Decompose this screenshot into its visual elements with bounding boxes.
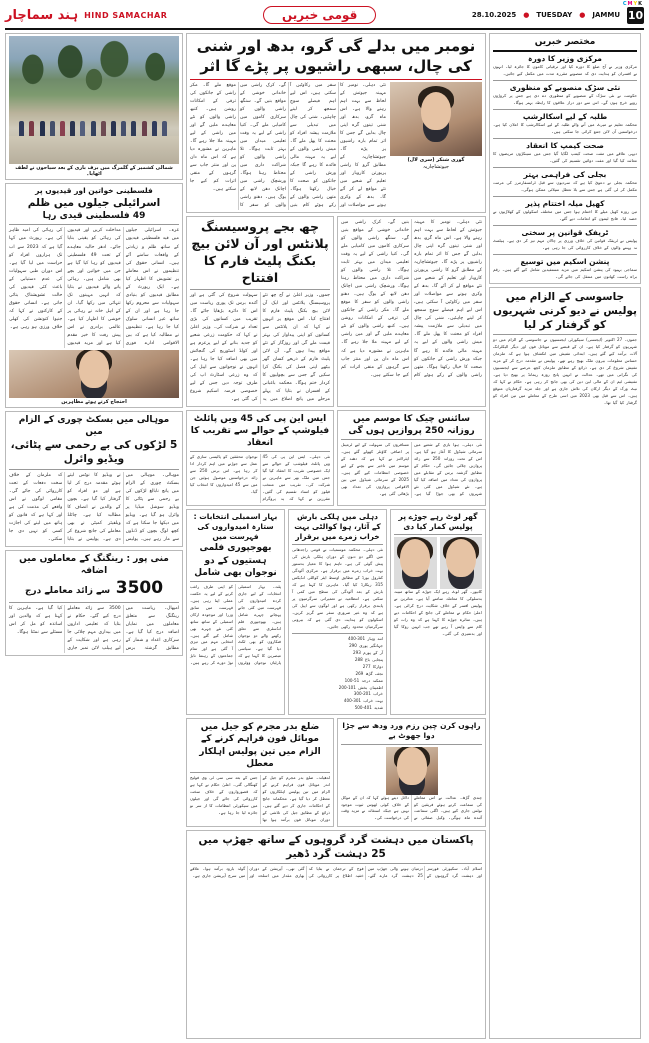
astrologer-name: گوری شنکر (سری لال) <box>407 156 465 163</box>
protest-photo <box>9 350 179 398</box>
divider <box>493 138 637 139</box>
divider <box>190 863 482 864</box>
aqi-row: انند وہار 301-400 <box>347 635 383 641</box>
divider <box>9 224 179 225</box>
story-delhi-rain <box>288 509 387 715</box>
brief-item <box>493 199 637 223</box>
brief-item <box>493 141 637 165</box>
column-right <box>489 33 641 1039</box>
divider <box>341 744 482 745</box>
divider <box>493 196 637 197</box>
face-shape <box>79 350 109 388</box>
brief-body: مرکزی وزیر نے آج ضلع کا دورہ کیا اور ترقیاتی کاموں کا جائزہ لیا۔ انہوں نے افسران کو ہدایت دی کہ منصوبے مقررہ مدت میں مکمل کیے جائیں۔ <box>493 63 637 76</box>
masthead <box>5 1 644 30</box>
aqi-row: ممکنہ درجہ 51-100 <box>344 677 383 683</box>
divider-red <box>190 79 482 80</box>
story-body: چندی گڑھ۔ عدالت نے اس معاملے کی سماعت کرتے ہوئے فریقین کو نوٹس جاری کیے ہیں۔ اگلی سماعت آئندہ ماہ ہوگی۔ وکیل صفائی نے دلائل دیتے ہوئے کہا کہ ان کے موکل کے خلاف کوئی ٹھوس ثبوت موجود نہیں ہے جبکہ استغاثہ نے مزید وقت کی درخواست کی۔ <box>341 794 482 821</box>
brief-item <box>493 83 637 107</box>
story-headline: ضلع بدر مجرم کو جیل میں موبائل فون فراہم کرنے کے الزام میں تین پولیس اہلکار معطل <box>199 722 321 769</box>
divider <box>292 544 383 545</box>
brief-body: پولیس نے ٹریفک قوانین کی خلاف ورزی پر چالان مہم تیز کر دی ہے۔ ہیلمٹ نہ پہننے والوں کے خلاف کارروائی کی جا رہی ہے۔ <box>493 237 637 250</box>
story-body-continued: نئی دہلی۔ نومبر کا مہینہ جیوتش کے لحاظ سے بہت اہم رہنے والا ہے۔ اس ماہ گرو، بدھ اور شنی تینوں گرہ اپنی چال بدلیں گے جس کا اثر تمام بارہ راشیوں پر پڑے گا۔ جیوتشاچاریہ کے مطابق گرو کا راشی پریورتن کاروبار اور تعلیم کے شعبے میں نئے مواقع لے کر آئے گا۔ بدھ کے وکری ہونے سے مواصلات اور سفر میں رکاوٹیں آ سکتی ہیں، اس لیے اہم فیصلے سوچ سمجھ کر لینے چاہئیں۔ شنی کی چال میں تبدیلی سے ملازمت پیشہ افراد کو محنت کا پھل ملے گا۔ میش راشی والوں کے لیے یہ مہینہ مالی فائدے کا رہے گا جبکہ ورش راشی کے جاتکوں کو صحت کا خیال رکھنا ہوگا۔ متھن راشی والوں کے رکے ہوئے کام بنیں گے۔ کرک راشی میں خاندانی خوشی کے مواقع بنیں گے۔ سنگھ راشی والوں کو سرکاری کاموں میں کامیابی ملے گی۔ کنیا راشی کے لیے یہ وقت تعلیمی میدان میں بہتر ثابت ہوگا۔ تلا راشی والوں کو شراکت داری میں محتاط رہنا ہوگا۔ ورشچک راشی میں اچانک دھن لابھ کے یوگ ہیں۔ دھنو راشی والوں کو سفر کا موقع ملے گا۔ مکر راشی کے جاتکوں کی ترقی کے امکانات روشن ہیں۔ کنبھ راشی والوں کو نئے معاہدے ملیں گے اور مین راشی کے لیے مہینہ ملا جلا رہے گا۔ ماہرین نے مشورہ دیا ہے کہ اس ماہ دان پن اور منتر جاپ سے گرہوں کے منفی اثرات کم کیے جا سکتے ہیں۔ <box>341 220 482 378</box>
brief-item <box>493 228 637 252</box>
page-body <box>5 33 644 1039</box>
divider <box>493 167 637 168</box>
aqi-row: نجف گڑھ 269 <box>355 670 383 676</box>
story-bihar <box>186 509 285 715</box>
story-court <box>337 718 486 826</box>
astrologer-role: جیوتشاچاریہ <box>423 163 449 170</box>
face-shape <box>421 92 451 130</box>
divider <box>341 439 482 440</box>
story-spy <box>489 287 641 1039</box>
cmyk-marks: CMYK <box>622 1 643 7</box>
divider <box>190 772 330 773</box>
story-headline: پاکستان میں دہشت گرد گروہوں کے ساتھ جھڑپ میں 25 دہشت گرد ڈھیر <box>198 833 474 860</box>
brief-body: حکومت نے نئی سڑک کے منصوبے کو منظوری دے دی ہے جس پر کروڑوں روپے خرچ ہوں گے۔ اس سے دور دراز علاقوں کا رابطہ بہتر ہوگا۔ <box>493 92 637 105</box>
story-headline: راہوں کرن چین رزم ورد ودھ سے جڑا دوا جھوٹ بے <box>342 721 481 741</box>
divider <box>493 225 637 226</box>
ragging-count: 3500 <box>115 578 164 599</box>
story-headline: گھر لوٹ رہے جوڑے پر پولیس کمار کیا دی <box>398 512 478 532</box>
aqi-row: شدید 401-500 <box>354 705 383 711</box>
story-subhead: 5 لڑکوں کی بے رحمی سے پٹائی، ویڈیو وائرل <box>10 439 178 466</box>
column-middle <box>186 33 486 1039</box>
brief-item <box>493 54 637 78</box>
story-astrology <box>186 33 486 213</box>
issue-day: TUESDAY <box>536 11 573 19</box>
story-body: لدھیانہ۔ ضلع بدر مجرم کو جیل کے اندر موبائل فون فراہم کرنے کے الزام میں تین پولیس اہلکاروں کو معطل کر دیا گیا ہے۔ محکمانہ جانچ کے احکامات جاری کر دیے گئے ہیں۔ ذرائع کے مطابق جیل کی تلاشی کے دوران موبائل فون برآمد ہوا تھا جس کے بعد سی سی ٹی وی فوٹیج کھنگالی گئی۔ اعلیٰ حکام نے کہا ہے کہ قصورواروں کے خلاف سخت کارروائی کی جائے گی اور جیلوں میں سیکورٹی انتظامات کا از سر نو جائزہ لیا جا رہا ہے۔ <box>190 774 330 822</box>
astrologer-photo <box>390 82 482 156</box>
page-number: 10 <box>627 8 644 22</box>
story-kicker: فلسطینی خواتین اور قیدیوں پر <box>35 186 153 195</box>
column-left <box>5 33 183 1039</box>
story-headline: ایس این پی کی 45 ویں پائلٹ فیلوشپ کے حوالے سے تقریب کا انعقاد <box>190 413 330 449</box>
story-headline: اسرائیلی جیلوں میں ظلم <box>27 197 161 210</box>
story-body: پٹنہ۔ بہار اسمبلی انتخابات کے لیے جاری کردہ امیدواروں کی فہرست میں کئی جانے پہچانے چہرے شامل ہیں۔ بھوجپوری فلم انڈسٹری سے تعلق رکھنے والے دو نوجوان فنکاروں کو بھی ٹکٹ دیا گیا ہے۔ سیاسی مبصرین کا کہنا ہے کہ پارٹیاں نوجوان ووٹروں کو اپنی طرف راغب کرنے کے لیے یہ حکمت عملی اپنا رہی ہیں۔ فہرست میں سابق وزرا اور موجودہ ارکان اسمبلی کے ساتھ ساتھ کئی نئے چہرے بھی شامل کیے گئے ہیں۔ انتخابی مہم میں تیزی آ گئی ہے اور تمام جماعتوں کے رہنما تابڑ توڑ دورے کر رہے ہیں۔ <box>190 583 281 666</box>
divider <box>493 254 637 255</box>
brief-item <box>493 257 637 281</box>
bullet-icon: ● <box>579 11 586 19</box>
bullet-icon: ● <box>523 11 530 19</box>
story-headline: بہار اسمبلی انتخابات : ستارہ امیدواروں کی فہرست میں <box>193 512 278 542</box>
story-body: کانپور۔ گھر لوٹ رہے ایک جوڑے کے ساتھ مبینہ بدسلوکی کا معاملہ سامنے آیا ہے۔ متاثرین نے پولیس افسر کے خلاف شکایت درج کرائی ہے۔ اعلیٰ حکام نے معاملے کی جانچ کے احکامات دیے ہیں۔ متاثرہ جوڑے کا کہنا ہے کہ وہ رات کو کام سے واپس آ رہے تھے جب انہیں روکا گیا اور بدتمیزی کی گئی۔ <box>394 589 482 636</box>
brief-head: کھیل میلہ اختتام پذیر <box>525 198 605 208</box>
brief-head: نئی سڑک منصوبے کو منظوری <box>509 82 621 92</box>
brief-body: تین روزہ کھیل میلے کا اختتام ہوا جس میں مختلف اسکولوں کے کھلاڑیوں نے حصہ لیا۔ فاتح ٹیموں کو انعامات دیے گئے۔ <box>493 208 637 221</box>
brief-body: محکمہ تعلیم نے میرٹ میں آنے والے طلبہ کے لیے اسکالرشپ کا اعلان کیا ہے۔ درخواستیں آن لائن جمع کرائی جا سکتی ہیں۔ <box>493 121 637 134</box>
brief-body: سماجی بہبود کی پنشن اسکیم میں مزید مستفیدین شامل کیے گئے ہیں۔ رقم براہ راست کھاتوں میں منتقل کی جائے گی۔ <box>493 266 637 279</box>
story-pakistan <box>186 830 486 1039</box>
gulmarg-photo <box>9 36 179 164</box>
face-shape <box>446 539 476 577</box>
divider <box>493 109 637 110</box>
briefs-block <box>489 33 641 284</box>
story-body: نئی دہلی۔ ایس این پی کی 45 ویں پائلٹ فیلوشپ کے حوالے سے ایک خصوصی تقریب کا انعقاد کیا گیا جس میں ملک بھر سے ماہرین نے شرکت کی۔ تقریب میں منتخب فیلوز کو اسناد تقسیم کی گئیں۔ مقررین نے کہا کہ یہ پروگرام نوجوان محققین کو پالیسی سازی کے عمل سے جوڑنے میں اہم کردار ادا کر رہا ہے۔ اس برس 250 سے زائد درخواستیں موصول ہوئیں جن میں سے 45 امیدواروں کا انتخاب کیا گیا۔ <box>190 454 330 502</box>
divider <box>493 80 637 81</box>
story-subhead: 49 فلسطینی قیدی رہا <box>42 211 146 222</box>
brief-head: صحت کیمپ کا انعقاد <box>526 140 604 150</box>
divider <box>190 289 330 290</box>
story-body: نئی دہلی۔ محکمہ موسمیات نے قومی راجدھانی میں اگلے دو دنوں کے دوران ہلکی بارش کی پیش گوئی کی ہے۔ تاہم ہوا کا معیار بدستور بہت خراب زمرے میں برقرار ہے۔ مرکزی آلودگی کنٹرول بورڈ کے مطابق اوسط ایئر کوالٹی انڈیکس 315 ریکارڈ کیا گیا۔ ماہرین کا کہنا ہے کہ بارش کے بعد آلودگی کی سطح میں کمی آ سکتی ہے۔ انتظامیہ نے تعمیراتی سرگرمیوں پر پابندی برقرار رکھی ہے اور لوگوں سے اپیل کی ہے کہ وہ غیر ضروری سفر سے گریز کریں۔ اسکولوں کو ہدایت دی گئی ہے کہ بیرونی سرگرمیاں محدود رکھی جائیں۔ <box>292 547 383 629</box>
brief-head: پنشن اسکیم میں توسیع <box>520 256 610 266</box>
logo-english-text: HIND SAMACHAR <box>84 10 168 20</box>
divider <box>190 581 281 582</box>
story-body: موہالی۔ موہالی میں بسکٹ چوری کے الزام میں پانچ نابالغ لڑکوں کی بے رحمی سے پٹائی کا ویڈیو سوشل میڈیا پر وائرل ہو گیا ہے۔ ویڈیو میں دیکھا جا سکتا ہے کہ کچھ لوگ بچوں کو ڈنڈوں سے مار رہے ہیں۔ پولیس نے ویڈیو کا نوٹس لیتے ہوئے مقدمہ درج کر لیا ہے اور دو افراد کو گرفتار کیا گیا ہے۔ بچوں کے والدین نے انصاف کا مطالبہ کیا ہے۔ چائلڈ ویلفیئر کمیٹی نے بھی معاملے کی جانچ شروع کر دی ہے۔ پولیس نے بتایا کہ ملزمان کے خلاف سخت دفعات کے تحت کارروائی کی جائے گی۔ مقامی لوگوں نے اس واقعے کی مذمت کی ہے اور کہا ہے کہ قانون کو ہاتھ میں لینے کی اجازت کسی کو نہیں دی جا سکتی۔ <box>9 472 179 542</box>
face-shape <box>400 539 430 577</box>
story-headline: سائنس چیک کا موسم میں روزانہ 250 پروازیں ہوں گی <box>348 413 475 437</box>
brief-item <box>493 112 637 136</box>
story-plants <box>186 216 334 407</box>
masthead-meta <box>472 7 644 24</box>
story-body: نئی دہلی۔ نومبر کا مہینہ جیوتش کے لحاظ سے بہت اہم رہنے والا ہے۔ اس ماہ گرو، بدھ اور شنی تینوں گرہ اپنی چال بدلیں گے جس کا اثر تمام بارہ راشیوں پر پڑے گا۔ جیوتشاچاریہ کے مطابق گرو کا راشی پریورتن کاروبار اور تعلیم کے شعبے میں نئے مواقع لے کر آئے گا۔ بدھ کے وکری ہونے سے مواصلات اور سفر میں رکاوٹیں آ سکتی ہیں، اس لیے اہم فیصلے سوچ سمجھ کر لینے چاہئیں۔ شنی کی چال میں تبدیلی سے ملازمت پیشہ افراد کو محنت کا پھل ملے گا۔ میش راشی والوں کے لیے یہ مہینہ مالی فائدے کا رہے گا جبکہ ورش راشی کے جاتکوں کو صحت کا خیال رکھنا ہوگا۔ متھن راشی والوں کے رکے ہوئے کام بنیں گے۔ کرک راشی میں خاندانی خوشی کے مواقع بنیں گے۔ سنگھ راشی والوں کو سرکاری کاموں میں کامیابی ملے گی۔ کنیا راشی کے لیے یہ وقت تعلیمی میدان میں بہتر ثابت ہوگا۔ تلا راشی والوں کو شراکت داری میں محتاط رہنا ہوگا۔ ورشچک راشی میں اچانک دھن لابھ کے یوگ ہیں۔ دھنو راشی والوں کو سفر کا موقع ملے گا۔ مکر راشی کے جاتکوں کی ترقی کے امکانات روشن ہیں۔ کنبھ راشی والوں کو نئے معاہدے ملیں گے اور مین راشی کے لیے مہینہ ملا جلا رہے گا۔ ماہرین نے مشورہ دیا ہے کہ اس ماہ دان پن اور منتر جاپ سے گرہوں کے منفی اثرات کم کیے جا سکتے ہیں۔ <box>190 82 386 208</box>
story-subhead: بھوجپوری فلمی ہستیوں کے دو نوجوان بھی شامل <box>194 543 277 578</box>
story-number-line <box>9 577 179 600</box>
masthead-logo[interactable] <box>5 8 167 23</box>
section-banner: قومی خبریں <box>263 6 376 24</box>
logo-urdu-text: ہند سماچار <box>5 7 79 23</box>
divider <box>9 469 179 470</box>
couple-photos <box>394 537 482 589</box>
people-layer <box>9 104 179 138</box>
aqi-row: دوارکا 277 <box>362 663 383 669</box>
aqi-row: خراب 201-300 <box>353 691 383 697</box>
person-photo-right <box>440 537 483 589</box>
story-manipur <box>5 550 183 656</box>
brief-head: بجلی کی فراہمی بہتر <box>523 169 607 179</box>
story-couple-mid <box>390 509 486 715</box>
lead-photo-block <box>5 33 183 180</box>
divider <box>394 534 482 535</box>
aqi-row: پنجابی باغ 288 <box>354 656 383 662</box>
brief-body: محکمہ بجلی نے دعویٰ کیا ہے کہ سردیوں سے قبل ٹرانسفارمرز کی مرمت مکمل کر لی گئی ہے جس سے بلا تعطل سپلائی ممکن ہوگی۔ <box>493 179 637 192</box>
aqi-row: جہانگیر پوری 290 <box>349 642 383 648</box>
edition-name: JAMMU <box>592 11 620 19</box>
brief-head: مرکزی وزیر کا دورہ <box>528 53 602 63</box>
briefs-title: مختصر خبریں <box>534 37 596 47</box>
photo-caption: شمالی کشمیر کے گلمرگ میں برف باری کے بعد سیاحوں نے لطف اٹھایا۔ <box>15 165 173 177</box>
aqi-row: آر کے پورم 293 <box>353 649 383 655</box>
story-headline: چھ بجے پروسیسنگ پلانٹس اور آن لائن بیچ بکنگ پلیٹ فارم کا افتتاح <box>191 219 329 285</box>
story-subhead: سے زائد معاملے درج <box>24 586 111 597</box>
story-body: جموں۔ 27 اکتوبر (ایجنسی) سیکورٹی ایجنسیوں نے جاسوسی کے الزام میں دو شہریوں کو گرفتار کیا ہے۔ ان کے قبضے سے موبائل فون اور دیگر الیکٹرانک آلات برآمد کیے گئے ہیں۔ ابتدائی تفتیش میں انکشاف ہوا ہے کہ ملزمان حساس معلومات بیرون ملک بھیج رہے تھے۔ پولیس نے مقدمہ درج کر کے مزید تفتیش شروع کر دی ہے۔ ذرائع کے مطابق ملزمان کچھ عرصے سے ایجنسیوں کی نگرانی میں تھے۔ عدالت نے انہیں پانچ روزہ ریمانڈ پر بھیج دیا ہے۔ تفتیشی ٹیم ان کے مالی لین دین کی بھی جانچ کر رہی ہے۔ حکام نے کہا کہ نیٹ ورک کے دیگر ارکان کی تلاش جاری ہے اور جلد مزید گرفتاریاں متوقع ہیں۔ اس سے قبل بھی 2023 میں اسی طرح کے معاملے میں تین افراد کو گرفتار کیا گیا تھا۔ <box>493 337 637 405</box>
brief-body: دیہی علاقے میں مفت صحت کیمپ لگایا گیا جس میں سینکڑوں مریضوں کا معائنہ کیا گیا اور مفت دوائیں تقسیم کی گئیں۔ <box>493 150 637 163</box>
issue-date: 28.10.2025 <box>471 11 517 19</box>
story-body: جموں۔ وزیر اعلیٰ نے آج چھ نئے پروسیسنگ پلانٹس اور ایک آن لائن بیچ بکنگ پلیٹ فارم کا افتتاح کیا۔ اس موقع پر انہوں نے کہا کہ ان پلانٹس سے کسانوں کو اپنی پیداوار کی بہتر قیمت ملے گی اور روزگار کے نئے مواقع پیدا ہوں گے۔ آن لائن پلیٹ فارم کے ذریعے کسان گھر بیٹھے اپنی فصل کی بکنگ کرا سکیں گے جس سے بچولیوں کا کردار ختم ہوگا۔ محکمہ باغبانی کے افسران نے بتایا کہ پہلے مرحلے میں پانچ اضلاع میں یہ سہولت شروع کی گئی ہے اور آئندہ برس تک پوری ریاست میں اس کا دائرہ بڑھایا جائے گا۔ تقریب میں کسانوں کی بڑی تعداد نے شرکت کی۔ وزیر اعلیٰ نے کہا کہ حکومت زرعی شعبے کو جدید بنانے کے لیے پرعزم ہے اور کولڈ اسٹوریج کی گنجائش میں بھی اضافہ کیا جا رہا ہے۔ انہوں نے نوجوانوں سے اپیل کی کہ وہ زرعی اسٹارٹ اپ کی طرف توجہ دیں جس کے لیے خصوصی قرضہ اسکیم شروع کی گئی ہے۔ <box>190 292 330 402</box>
person-photo-left <box>394 537 437 589</box>
aqi-table <box>292 636 383 712</box>
story-mohali <box>5 411 183 547</box>
brief-item <box>493 170 637 194</box>
story-flights-mid <box>337 410 486 506</box>
divider <box>9 602 179 603</box>
divider <box>493 334 637 335</box>
divider <box>292 633 383 634</box>
story-headline: دہلی میں ہلکی بارش کے آثار، ہوا کوالٹی بہت خراب زمرے میں برقرار <box>294 512 381 542</box>
aqi-row: اطمینان بخش 101-200 <box>338 684 383 690</box>
ground-layer <box>9 136 179 164</box>
story-headline: منی پور : رینگنگ کے معاملوں میں اضافہ <box>19 553 169 576</box>
story-astro-continued <box>337 216 486 407</box>
story-palestine <box>5 183 183 408</box>
divider <box>190 451 330 452</box>
story-body: غزہ۔ اسرائیلی جیلوں میں قید فلسطینی قیدیوں کے ساتھ ظلم و زیادتی کے واقعات سامنے آئے ہیں۔ انسانی حقوق کی تنظیموں نے اس معاملے پر تشویش کا اظہار کیا ہے۔ ایک رپورٹ کے مطابق قیدیوں کو بنیادی سہولیات سے محروم رکھا جا رہا ہے اور ان کے ساتھ غیر انسانی سلوک کیا جا رہا ہے۔ تنظیموں نے مطالبہ کیا ہے کہ بین الاقوامی ادارے فوری مداخلت کریں اور قیدیوں کی رہائی کو یقینی بنایا جائے۔ ادھر حالیہ معاہدے کے تحت 49 فلسطینی قیدیوں کو رہا کیا گیا ہے جن میں خواتین اور بچے بھی شامل ہیں۔ رہائی پانے والے قیدیوں نے بتایا کہ انہیں مہینوں تک تنہائی میں رکھا گیا۔ ان کے اہل خانہ نے رہائی پر خوشی کا اظہار کیا ہے۔ عالمی برادری نے اس پیش رفت کا خیر مقدم کیا ہے اور مزید قیدیوں کی رہائی کی امید ظاہر کی ہے۔ رپورٹ میں کہا گیا ہے کہ 2023 سے اب تک ہزاروں افراد کو حراست میں لیا گیا ہے۔ اس دوران طبی سہولیات کی عدم دستیابی کے باعث کئی قیدیوں کی حالت تشویشناک بتائی جاتی ہے۔ انسانی حقوق کے کارکنوں نے کہا کہ جنیوا کنونشن کی کھلی خلاف ورزی ہو رہی ہے۔ <box>9 228 179 346</box>
story-body: نئی دہلی۔ ہوا بازی کے شعبے میں سرمائی شیڈول کا آغاز ہو گیا ہے۔ اس کے تحت روزانہ 250 سے زائد پروازیں چلائی جائیں گی۔ حکام کے مطابق گزشتہ برس کے مقابلے میں پروازوں کی تعداد میں اضافہ کیا گیا ہے۔ نئے شیڈول میں کئی نئے شہروں کو بھی جوڑا گیا ہے۔ مسافروں کی سہولت کے لیے ٹرمینل پر اضافی کاؤنٹر کھولے گئے ہیں۔ ایئرلائنز نے کہا ہے کہ دھند کے موسم میں تاخیر سے بچنے کے لیے خصوصی انتظامات کیے گئے ہیں۔ 2025 کے سرمائی شیڈول میں بین الاقوامی پروازوں کی تعداد بھی بڑھائی گئی ہے۔ <box>341 442 482 496</box>
story-body: اسلام آباد۔ سکیورٹی فورسز اور دہشت گرد گروہوں کے درمیان ہونے والی جھڑپ میں 25 دہشت گرد مارے گئے۔ فوج کے ترجمان نے بتایا کہ خفیہ اطلاع پر کارروائی کی گئی تھی۔ آپریشن کے دوران بھاری مقدار میں اسلحہ اور گولہ بارود برآمد ہوا۔ علاقے میں سرچ آپریشن جاری ہے۔ <box>190 865 482 878</box>
story-body: امپھال۔ ریاست میں رینگنگ سے متعلق معاملوں میں نمایاں اضافہ درج کیا گیا ہے۔ سرکاری اعداد و شمار کے مطابق گزشتہ برس 3500 سے زائد معاملے درج کیے گئے۔ حکام نے بتایا کہ تعلیمی اداروں میں بیداری مہم چلائی جا رہی ہے اور شکایت کے لیے ہیلپ لائن نمبر جاری کیا گیا ہے۔ ماہرین کا کہنا ہے کہ والدین اور اساتذہ کو مل کر اس مسئلے سے نمٹنا ہوگا۔ <box>9 606 179 652</box>
story-headline: موہالی میں بسکٹ چوری کے الزام میں <box>18 414 170 438</box>
official-photo <box>386 747 438 795</box>
story-snp-fellowship <box>186 410 334 506</box>
story-jail-phone <box>186 718 334 826</box>
aqi-row: بہت خراب 301-400 <box>343 698 383 704</box>
story-headline: جاسوسی کے الزام میں پولیس نے دیو کرنی شہریوں کو گرفتار کر لیا <box>493 290 637 332</box>
brief-head: طلبہ کے لیے اسکالرشپ <box>522 111 608 121</box>
brief-head: ٹریفک قوانین پر سختی <box>521 227 609 237</box>
face-shape <box>397 747 427 785</box>
divider-black <box>493 50 637 52</box>
inner-photo-caption: احتجاج کرتے ہوئے مظاہرین <box>61 398 127 405</box>
story-headline: نومبر میں بدلے گی گرو، بدھ اور شنی کی چال، سبھی راشیوں پر پڑے گا اثر <box>196 37 476 76</box>
